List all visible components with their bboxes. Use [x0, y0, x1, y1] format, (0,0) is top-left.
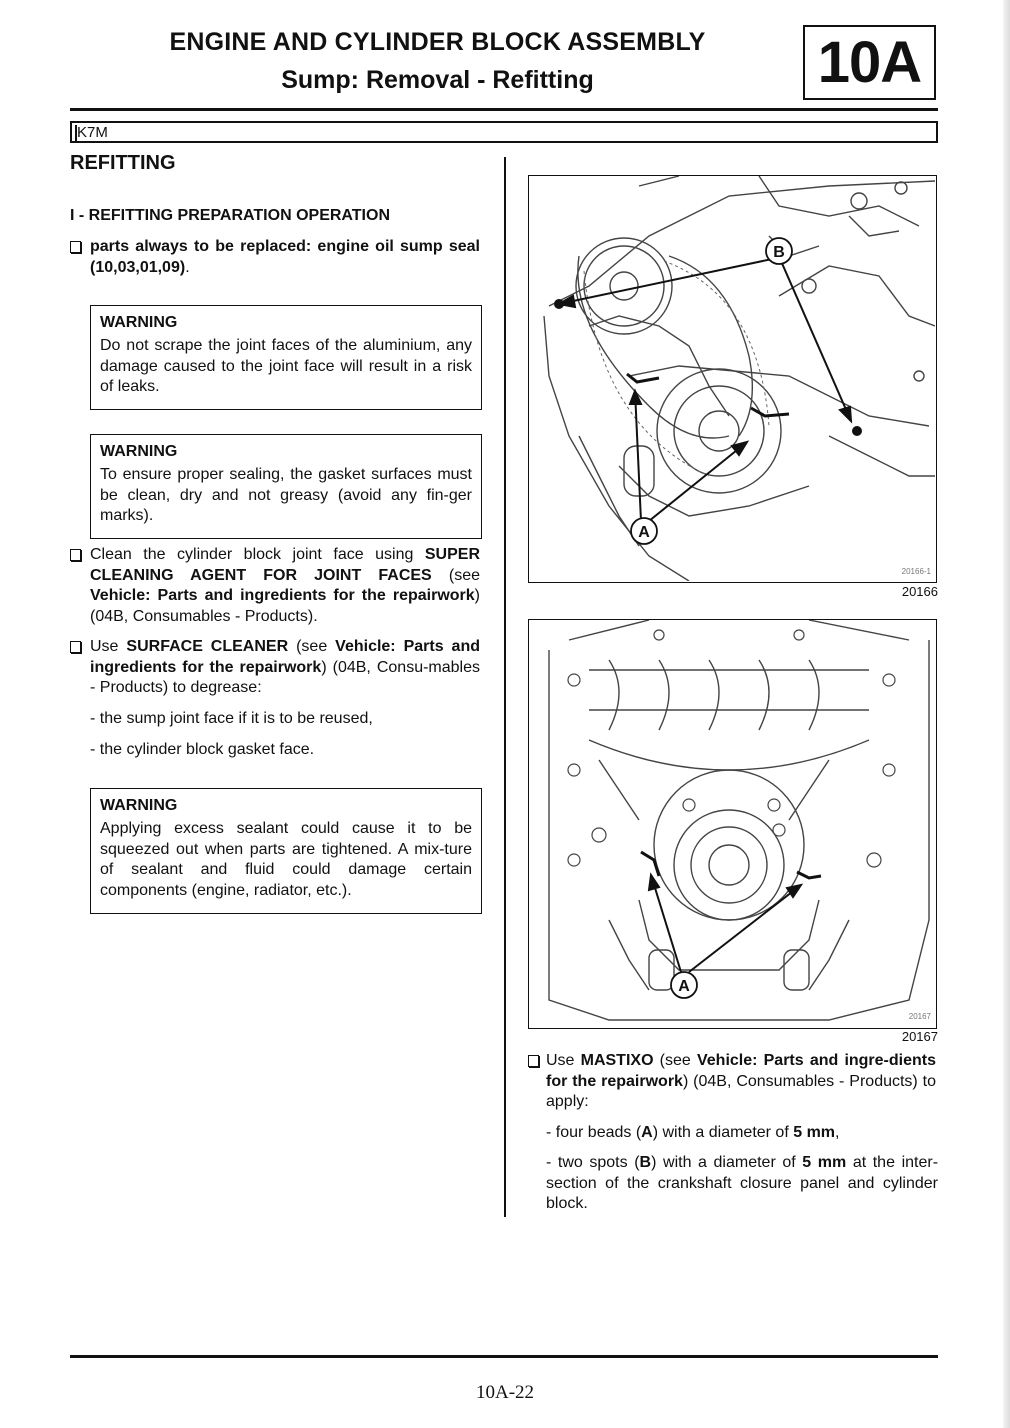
text: at the inter-section of the crankshaft closure panel and cylinder block. [546, 1154, 939, 1212]
figure-label-a: A [638, 524, 650, 541]
bold-text: A [641, 1124, 653, 1141]
page-edge-shadow [1003, 0, 1010, 1428]
warning-title: WARNING [100, 443, 178, 460]
header-rule [70, 108, 938, 111]
figure-inner-ref: 20167 [908, 1012, 931, 1021]
text: ) (04B, Consumables - Products). [90, 587, 480, 625]
list-item-mastixo [528, 1051, 938, 1113]
reference-link[interactable]: Vehicle: Parts and ingre-dients for the repairwork [546, 1052, 937, 1090]
text: ) (04B, Consu-mables - Products) to degrease: [90, 658, 480, 696]
text: - two spots ( [546, 1154, 640, 1171]
text: Use [546, 1052, 581, 1069]
text: ) (04B, Consumables - Products) to apply: [546, 1072, 937, 1110]
checkbox-bullet-icon [70, 241, 81, 253]
engine-code-bar [70, 121, 938, 143]
cylinder-block-underside-illustration [529, 620, 935, 1027]
list-item-surface-cleaner [70, 637, 482, 699]
text: . [185, 258, 190, 276]
text: - four beads ( [546, 1124, 642, 1141]
warning-title: WARNING [100, 797, 178, 814]
bold-text: B [639, 1154, 652, 1171]
text: (see [653, 1052, 697, 1069]
footer-rule [70, 1355, 938, 1358]
text: (see [431, 566, 480, 584]
figure-number-20166: 20166 [901, 584, 938, 599]
dash-item-sump-face: - the sump joint face if it is to be reused, [90, 710, 373, 727]
warning-body: Applying excess sealant could cause it to be squeezed out when parts are tightened. A mix-ture of sealant and fluid could damage certain components (engine, radiator, etc.). [100, 820, 472, 899]
list-item-text [90, 637, 480, 699]
figure-inner-ref: 20166-1 [901, 567, 931, 576]
dash-item-two-spots [546, 1153, 938, 1215]
figure-label-a: A [678, 978, 690, 995]
checkbox-bullet-icon [70, 641, 81, 653]
figure-20166 [528, 175, 937, 583]
warning-title: WARNING [100, 314, 178, 331]
reference-link[interactable]: Vehicle: Parts and ingredients for the repairwork [90, 587, 475, 604]
warning-box-2 [90, 434, 482, 539]
list-item-text [90, 237, 480, 278]
document-title: ENGINE AND CYLINDER BLOCK ASSEMBLY [169, 28, 706, 56]
product-name: MASTIXO [580, 1052, 654, 1069]
warning-box-3 [90, 788, 482, 914]
document-subtitle: Sump: Removal - Refitting [281, 66, 594, 94]
section-code-box [803, 25, 936, 100]
text: Clean the cylinder block joint face using [90, 546, 425, 563]
list-item-parts-replaced [70, 237, 482, 278]
text: Use [90, 638, 127, 655]
checkbox-bullet-icon [70, 549, 81, 561]
bold-text: parts always to be replaced: engine oil sump seal (10,03,01,09) [90, 238, 480, 276]
product-name: SURFACE CLEANER [126, 638, 289, 655]
section-code: 10A [817, 30, 922, 95]
list-item-text [90, 545, 480, 627]
warning-body: To ensure proper sealing, the gasket surfaces must be clean, dry and not greasy (avoid any fin-ger marks). [100, 466, 472, 524]
section-title: REFITTING [70, 152, 176, 174]
list-item-clean-block [70, 545, 482, 627]
product-name: SUPER CLEANING AGENT FOR JOINT FACES [90, 546, 480, 584]
bold-text: 5 mm [793, 1124, 836, 1141]
engine-timing-side-illustration [529, 176, 935, 581]
dash-item-four-beads [546, 1123, 938, 1144]
reference-link[interactable]: Vehicle: Parts and ingredients for the repairwork [90, 638, 480, 676]
figure-label-b: B [773, 244, 785, 261]
page-number: 10A-22 [475, 1382, 535, 1403]
subsection-title: I - REFITTING PREPARATION OPERATION [70, 207, 390, 224]
text: ) with a diameter of [652, 1124, 794, 1141]
dash-item-gasket-face: - the cylinder block gasket face. [90, 741, 315, 758]
figure-20167 [528, 619, 937, 1029]
engine-code: K7M [77, 124, 108, 141]
figure-number-20167: 20167 [901, 1029, 938, 1044]
text: ) with a diameter of [651, 1154, 803, 1171]
column-divider [504, 157, 506, 1217]
text: (see [288, 638, 336, 655]
list-item-text [546, 1051, 936, 1113]
warning-box-1 [90, 305, 482, 410]
checkbox-bullet-icon [528, 1055, 539, 1067]
text: , [835, 1124, 840, 1141]
bold-text: 5 mm [802, 1154, 847, 1171]
warning-body: Do not scrape the joint faces of the aluminium, any damage caused to the joint face will result in a risk of leaks. [100, 337, 472, 395]
